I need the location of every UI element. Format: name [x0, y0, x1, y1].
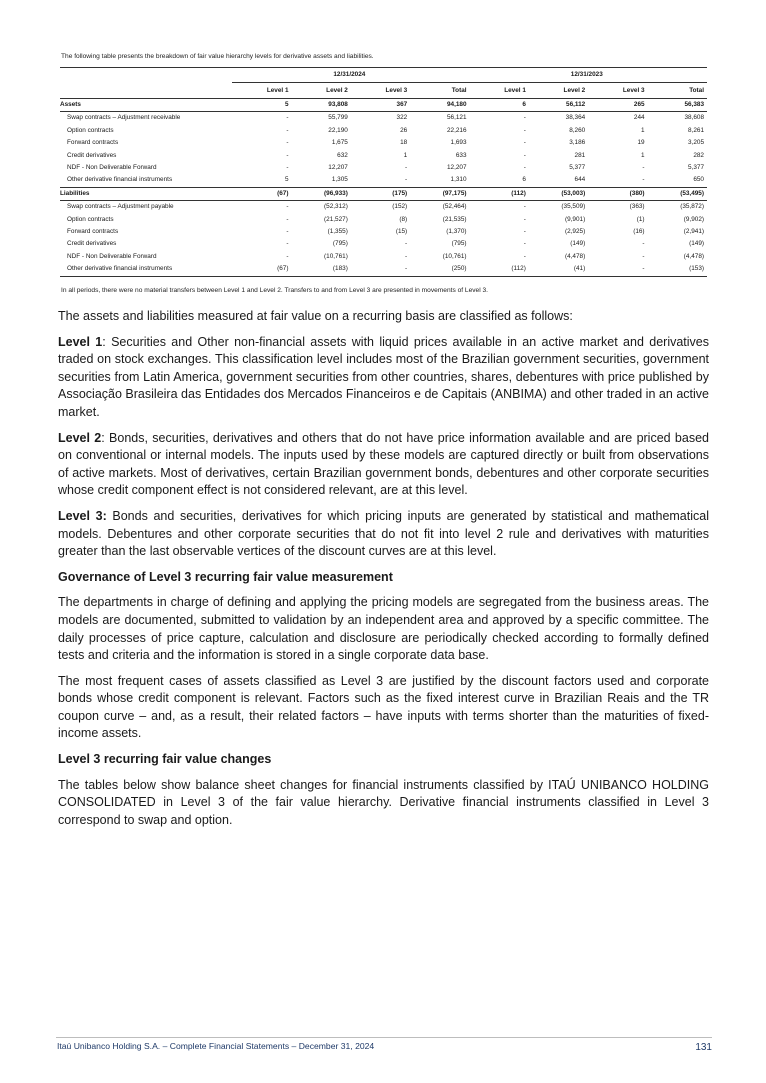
table-cell: (380) — [588, 187, 647, 200]
row-label: Option contracts — [67, 126, 114, 134]
table-cell: 22,216 — [446, 126, 467, 134]
table-cell: (152) — [392, 203, 408, 211]
table-cell: 367 — [351, 99, 410, 112]
table-cell: (52,464) — [442, 203, 467, 211]
table-cell: - — [588, 263, 647, 276]
table-cell: (35,509) — [561, 203, 586, 211]
governance-paragraph-2: The most frequent cases of assets classified as Level 3 are justified by the discount factors used and corporate bonds whose credit component is relevant. Factors such as the fixed interest curve in Brazilian Reais and the TR coupon curve – and, as a result, their related factors – have inputs with terms shorter than the maturities of fixed-income assets. — [58, 673, 709, 741]
col-header: Total — [689, 87, 704, 94]
table-cell: 8,261 — [688, 126, 704, 134]
table-cell: (8) — [399, 215, 408, 223]
table-cell: 22,190 — [328, 126, 348, 134]
table-cell: - — [286, 240, 289, 248]
level3-text: Bonds and securities, derivatives for which pricing inputs are generated by statistical and mathematical models. Debentures and other corporate securities that do not fit into level 2 rule and derivatives with maturities greater than the last observable vertices of the discount curves are at this level. — [58, 508, 709, 559]
table-cell: 38,364 — [565, 114, 586, 122]
changes-heading: Level 3 recurring fair value changes — [58, 752, 272, 767]
governance-paragraph-1: The departments in charge of defining and applying the pricing models are segregated from the business areas. The models are documented, submitted to validation by an independent area and approved by a specific committee. The daily processes of price capture, calculation and disclosure are periodically checked according to formally defined tests and criteria and the information is stored in a single corporate data base. — [58, 595, 709, 663]
table-cell: (10,761) — [442, 252, 467, 260]
table-cell: - — [286, 203, 289, 211]
table-cell: 5,377 — [688, 164, 704, 172]
level2-label: Level 2 — [58, 430, 102, 445]
table-cell: (10,761) — [324, 252, 348, 260]
table-cell: (175) — [351, 187, 410, 200]
table-cell: (67) — [232, 263, 291, 276]
table-cell: 282 — [693, 151, 704, 159]
table-cell: 1 — [641, 151, 645, 159]
table-cell: - — [588, 174, 647, 187]
footer-title: Itaú Unibanco Holding S.A. – Complete Financial Statements – December 31, 2024 — [57, 1041, 375, 1051]
changes-paragraph: The tables below show balance sheet changes for financial instruments classified by ITAÚ UNIBANCO HOLDING CONSOLIDATED in Level 3 of the fair value hierarchy. Derivative financial instruments classified in Level 3 correspond to swap and option. — [58, 777, 709, 827]
level2-paragraph — [58, 430, 709, 500]
table-cell: - — [351, 263, 410, 276]
assets-total-row — [60, 99, 707, 112]
period-2023-header: 12/31/2023 — [470, 68, 707, 83]
table-cell: 265 — [588, 99, 647, 112]
table-cell: - — [286, 114, 289, 122]
table-cell: - — [405, 252, 408, 260]
table-cell: (1,370) — [446, 228, 467, 236]
row-label: Assets — [60, 99, 232, 112]
table-cell: 12,207 — [446, 164, 467, 172]
row-label: NDF - Non Deliverable Forward — [67, 252, 157, 260]
table-cell: (41) — [529, 263, 588, 276]
classification-intro: The assets and liabilities measured at fair value on a recurring basis are classified as follows: — [58, 309, 573, 323]
table-cell: 3,186 — [569, 139, 586, 147]
table-cell: 1,693 — [450, 139, 467, 147]
table-cell: (795) — [451, 240, 467, 248]
table-cell: 5,377 — [569, 164, 586, 172]
table-cell: 12,207 — [328, 164, 348, 172]
table-cell: (21,535) — [442, 215, 467, 223]
table-cell: (15) — [395, 228, 408, 236]
col-header: Level 3 — [385, 87, 408, 94]
table-cell: 1,305 — [292, 174, 351, 187]
table-cell: 26 — [400, 126, 408, 134]
table-cell: (53,495) — [648, 187, 707, 200]
col-header: Level 2 — [326, 87, 348, 94]
table-row — [60, 226, 707, 238]
table-cell: - — [523, 228, 526, 236]
table-row — [60, 112, 707, 125]
footer-divider — [56, 1037, 712, 1038]
table-cell: 19 — [637, 139, 645, 147]
table-cell: - — [405, 164, 408, 172]
table-cell: (112) — [470, 187, 529, 200]
col-header: Level 3 — [622, 87, 645, 94]
col-header: Level 1 — [504, 87, 526, 94]
table-cell: 650 — [648, 174, 707, 187]
table-cell: 93,808 — [292, 99, 351, 112]
body-text — [58, 308, 709, 837]
table-row — [60, 162, 707, 174]
row-label: Swap contracts – Adjustment payable — [67, 203, 174, 211]
table-cell: 5 — [232, 99, 291, 112]
table-cell: - — [523, 139, 526, 147]
table-cell: 56,121 — [446, 114, 467, 122]
table-cell: (16) — [633, 228, 645, 236]
table-cell: - — [523, 114, 526, 122]
table-cell: (363) — [629, 203, 645, 211]
table-cell: (4,478) — [564, 252, 586, 260]
table-cell: 18 — [400, 139, 408, 147]
row-label: Option contracts — [67, 215, 114, 223]
table-cell: - — [286, 252, 289, 260]
table-cell: - — [286, 151, 289, 159]
period-header-row — [60, 68, 707, 83]
table-cell: (795) — [332, 240, 348, 248]
table-cell: 56,112 — [529, 99, 588, 112]
table-cell: (21,527) — [324, 215, 348, 223]
table-cell: 281 — [574, 151, 586, 159]
table-cell: (9,901) — [564, 215, 586, 223]
level1-text: : Securities and Other non-financial assets with liquid prices available in an active market and derivatives traded on stock exchanges. This classification level includes most of the Brazilian government securities, government securities from Latin America, government securities from other countries, shares, debentures with price published by Associação Brasileira das Entidades dos Mercados Financeiros e de Capitais (ANBIMA) and other traded in an active market. — [58, 334, 709, 419]
level3-label: Level 3: — [58, 508, 107, 523]
table-cell: (67) — [232, 187, 291, 200]
col-header: Total — [451, 87, 467, 94]
table-cell: - — [523, 252, 526, 260]
row-label: Swap contracts – Adjustment receivable — [67, 114, 181, 122]
table-cell: - — [286, 215, 289, 223]
table-row — [60, 251, 707, 263]
table-cell: - — [523, 151, 526, 159]
table-row — [60, 137, 707, 149]
table-cell: (1) — [636, 215, 645, 223]
table-row — [60, 263, 707, 276]
table-cell: 3,205 — [688, 139, 704, 147]
col-header: Level 2 — [563, 87, 586, 94]
table-cell: (9,902) — [683, 215, 704, 223]
row-label: Other derivative financial instruments — [60, 263, 232, 276]
table-cell: 244 — [633, 114, 645, 122]
table-cell: - — [286, 126, 289, 134]
table-cell: (149) — [570, 240, 586, 248]
row-label: Credit derivatives — [67, 151, 117, 159]
row-label: Forward contracts — [67, 139, 119, 147]
table-row — [60, 150, 707, 162]
table-cell: 632 — [337, 151, 348, 159]
period-2024-header: 12/31/2024 — [232, 68, 469, 83]
table-cell: - — [523, 203, 526, 211]
table-cell: 56,383 — [648, 99, 707, 112]
table-cell: 322 — [396, 114, 408, 122]
table-cell: (250) — [410, 263, 469, 276]
table-row — [60, 238, 707, 250]
row-label: Liabilities — [60, 187, 232, 200]
col-header: Level 1 — [266, 87, 289, 94]
governance-heading: Governance of Level 3 recurring fair value measurement — [58, 569, 393, 584]
table-cell: 1 — [403, 151, 408, 159]
level1-label: Level 1 — [58, 334, 103, 349]
table-cell: - — [523, 215, 526, 223]
table-cell: - — [286, 228, 289, 236]
table-cell: 644 — [529, 174, 588, 187]
fair-value-hierarchy-table — [60, 67, 707, 277]
table-cell: - — [642, 252, 645, 260]
level-header-row — [60, 83, 707, 99]
table-cell: (35,872) — [680, 203, 704, 211]
table-cell: 55,799 — [328, 114, 348, 122]
table-footnote: In all periods, there were no material transfers between Level 1 and Level 2. Transfers to and from Level 3 are presented in movements of Level 3. — [61, 287, 488, 294]
level1-paragraph — [58, 334, 709, 422]
table-cell: 94,180 — [410, 99, 469, 112]
table-cell: (112) — [470, 263, 529, 276]
table-cell: - — [523, 126, 526, 134]
row-label: Credit derivatives — [67, 240, 117, 248]
table-cell: - — [523, 164, 526, 172]
table-cell: (4,478) — [683, 252, 704, 260]
table-cell: - — [642, 164, 645, 172]
table-cell: - — [286, 139, 289, 147]
table-cell: - — [642, 240, 645, 248]
level3-paragraph — [58, 508, 709, 561]
table-cell: 1 — [641, 126, 645, 134]
table-cell: (97,175) — [410, 187, 469, 200]
table-cell: (1,355) — [327, 228, 348, 236]
assets-rows — [60, 112, 707, 187]
table-row — [60, 201, 707, 214]
table-cell: - — [286, 164, 289, 172]
table-intro: The following table presents the breakdown of fair value hierarchy levels for derivative assets and liabilities. — [61, 53, 374, 60]
table-cell: - — [405, 240, 408, 248]
liabilities-total-row — [60, 187, 707, 200]
table-cell: (52,312) — [324, 203, 348, 211]
table-cell: (2,941) — [683, 228, 704, 236]
table-cell: (2,925) — [564, 228, 586, 236]
row-label: Forward contracts — [67, 228, 119, 236]
table-cell: (183) — [292, 263, 351, 276]
table-cell: 8,260 — [569, 126, 586, 134]
table-cell: 633 — [455, 151, 467, 159]
table-cell: 5 — [232, 174, 291, 187]
table-cell: 6 — [470, 174, 529, 187]
table-cell: - — [351, 174, 410, 187]
table-cell: 1,675 — [331, 139, 348, 147]
level2-text: : Bonds, securities, derivatives and others that do not have price information available and are priced based on conventional or internal models. The inputs used by these models are captured directly or built from observations of active markets. Most of derivatives, certain Brazilian government bonds, debentures and other corporate securities whose credit component effect is not considered relevant, are at this level. — [58, 430, 709, 498]
table-row — [60, 214, 707, 226]
table-cell: 38,608 — [684, 114, 704, 122]
row-label: NDF - Non Deliverable Forward — [67, 164, 157, 172]
table-row — [60, 174, 707, 187]
row-label: Other derivative financial instruments — [60, 174, 232, 187]
table-row — [60, 125, 707, 137]
table-cell: (149) — [689, 240, 704, 248]
table-cell: (96,933) — [292, 187, 351, 200]
table-cell: (153) — [648, 263, 707, 276]
page-number: 131 — [695, 1042, 712, 1053]
table-cell: - — [523, 240, 526, 248]
liabilities-rows — [60, 201, 707, 276]
table-cell: (53,003) — [529, 187, 588, 200]
table-cell: 1,310 — [410, 174, 469, 187]
table-cell: 6 — [470, 99, 529, 112]
